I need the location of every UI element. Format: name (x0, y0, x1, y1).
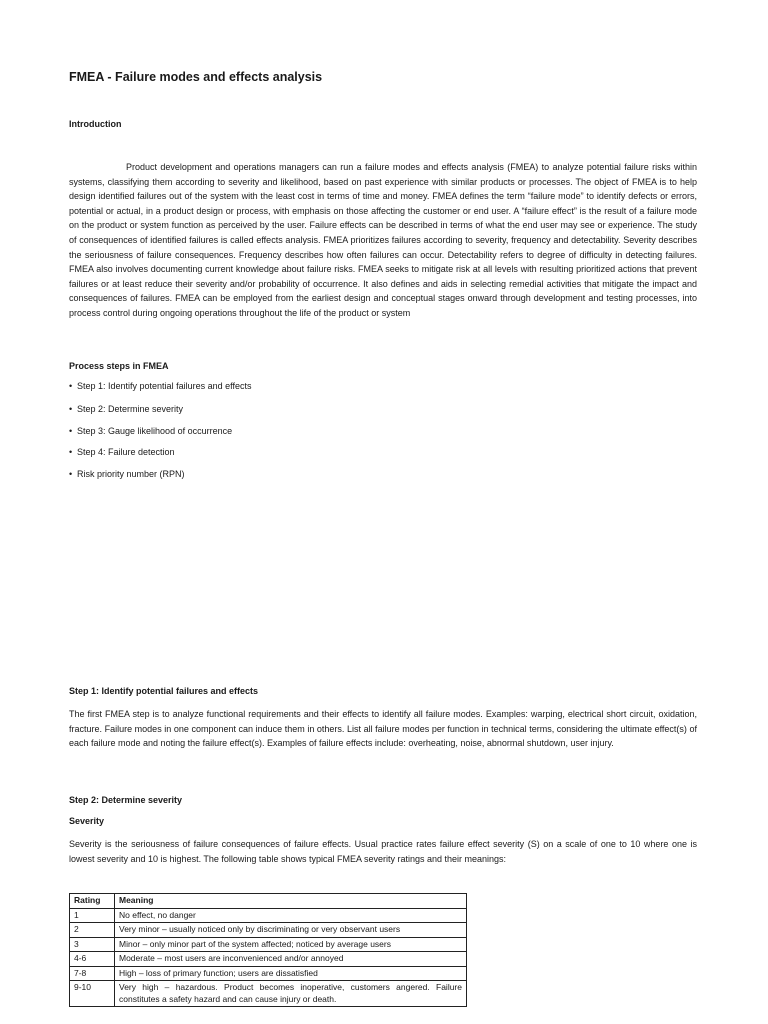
introduction-paragraph: Product development and operations managers can run a failure modes and effects analysis (FMEA) to analyze potential failure risks within systems, classifying them according to severity and likelihood, based on past experience with similar products or processes. The object of FMEA is to help design identified failures out of the system with the least cost in terms of time and money. FMEA defines the term “failure mode” to identify defects or errors, potential or actual, in a product design or process, with emphasis on those affecting the customer or end user. A “failure effect” is the result of a failure mode on the product or system function as perceived by the user. Failure effects can be described in terms of what the end user may see or experience. The study of consequences of identified failures is called effects analysis. FMEA prioritizes failures according to severity, frequency and detectability. Severity describes the seriousness of failure consequences. Frequency describes how often failures can occur. Detectability refers to degree of difficulty in detecting failures. FMEA also involves documenting current knowledge about failure risks. FMEA seeks to mitigate risk at all levels with resulting prioritized actions that prevent failures or at least reduce their severity and/or probability of occurrence. It also defines and aids in selecting remedial activities that mitigate the impact and consequences of failures. FMEA can be employed from the earliest design and conceptual stages onward through development and testing processes, into process control during ongoing operations throughout the life of the product or system (69, 162, 697, 318)
rating-cell: 1 (70, 908, 115, 923)
bullet-icon: • (69, 381, 73, 391)
rating-column-header: Rating (70, 894, 115, 909)
table-row (70, 923, 467, 938)
bullet-icon: • (69, 469, 73, 479)
meaning-cell: Very high – hazardous. Product becomes inoperative, customers angered. Failure constitutes a safety hazard and can cause injury or death. (115, 981, 467, 1007)
step2-heading: Step 2: Determine severity (69, 795, 183, 805)
step1-heading: Step 1: Identify potential failures and effects (69, 686, 259, 696)
list-item-label: Step 4: Failure detection (77, 447, 175, 457)
list-item-label: Step 3: Gauge likelihood of occurrence (77, 426, 233, 436)
rating-cell: 2 (70, 923, 115, 938)
introduction-heading: Introduction (69, 119, 122, 129)
list-item-label: Step 1: Identify potential failures and effects (77, 381, 252, 391)
list-item (69, 469, 185, 479)
list-item (69, 426, 232, 436)
table-row (70, 937, 467, 952)
list-item (69, 447, 175, 457)
meaning-cell: High – loss of primary function; users are dissatisfied (115, 966, 467, 981)
bullet-icon: • (69, 447, 73, 457)
meaning-cell: Minor – only minor part of the system affected; noticed by average users (115, 937, 467, 952)
rating-cell: 9-10 (70, 981, 115, 1007)
bullet-icon: • (69, 426, 73, 436)
process-steps-heading: Process steps in FMEA (69, 361, 169, 371)
table-header-row (70, 894, 467, 909)
list-item-label: Step 2: Determine severity (77, 404, 184, 414)
bullet-icon: • (69, 404, 73, 414)
table-row (70, 908, 467, 923)
severity-subheading: Severity (69, 816, 105, 826)
rating-cell: 3 (70, 937, 115, 952)
severity-ratings-table (69, 893, 467, 1007)
meaning-cell: Moderate – most users are inconvenienced and/or annoyed (115, 952, 467, 967)
meaning-column-header: Meaning (115, 894, 467, 909)
list-item (69, 381, 251, 391)
rating-cell: 4-6 (70, 952, 115, 967)
step1-paragraph: The first FMEA step is to analyze functional requirements and their effects to identify all failure modes. Examples: warping, electrical short circuit, oxidation, fracture. Failure modes in one component can induce them in others. List all failure modes per function in technical terms, considering the ultimate effect(s) of each failure mode and noting the failure effect(s). Examples of failure effects include: overheating, noise, abnormal shutdown, user injury. (69, 709, 697, 749)
document-title: FMEA - Failure modes and effects analysis (69, 70, 323, 84)
table-row (70, 952, 467, 967)
list-item-label: Risk priority number (RPN) (77, 469, 185, 479)
table-row (70, 981, 467, 1007)
rating-cell: 7-8 (70, 966, 115, 981)
list-item (69, 404, 183, 414)
meaning-cell: Very minor – usually noticed only by discriminating or very observant users (115, 923, 467, 938)
table-row (70, 966, 467, 981)
step2-paragraph: Severity is the seriousness of failure consequences of failure effects. Usual practice rates failure effect severity (S) on a scale of one to 10 where one is lowest severity and 10 is highest. The following table shows typical FMEA severity ratings and their meanings: (69, 839, 697, 864)
meaning-cell: No effect, no danger (115, 908, 467, 923)
